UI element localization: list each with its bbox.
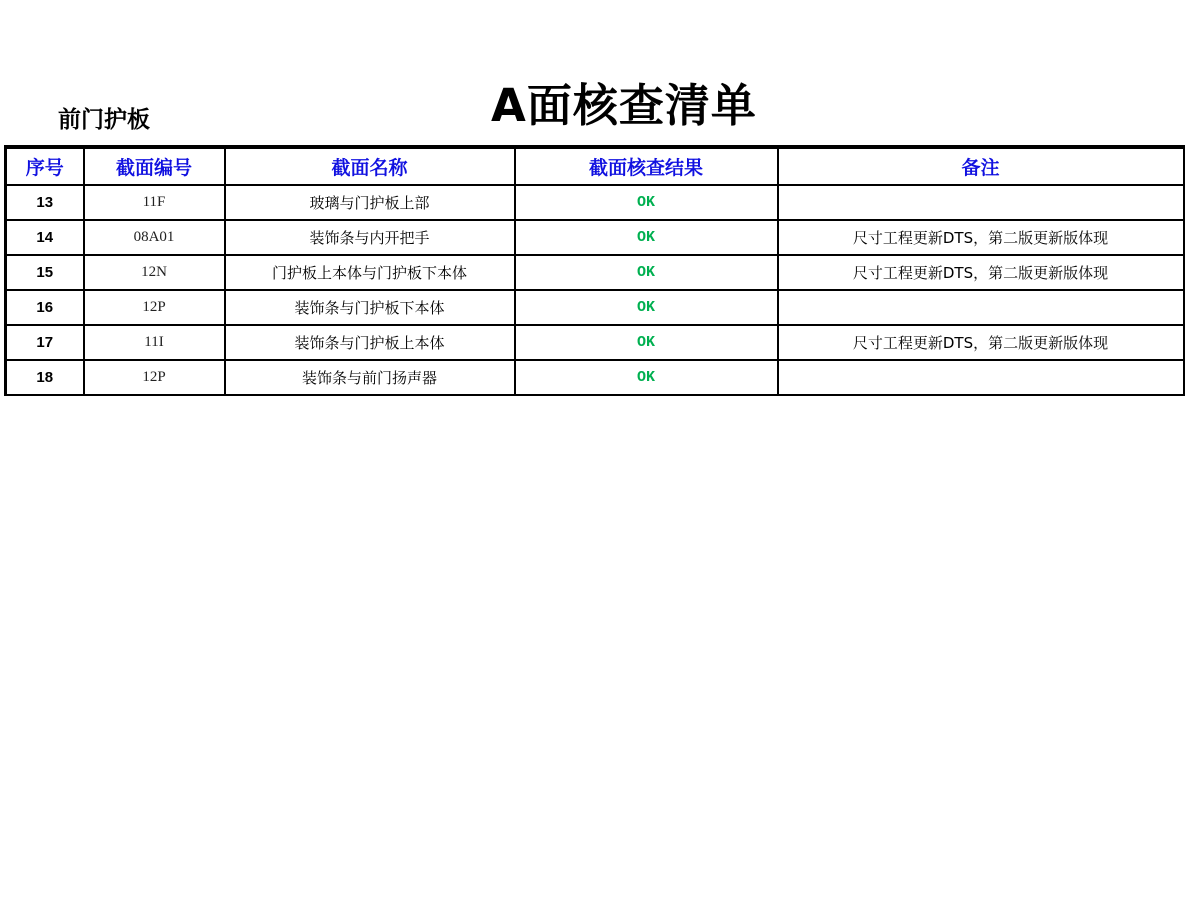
part-name-label: 前门护板: [58, 107, 150, 133]
column-header-section-code: 截面编号: [84, 147, 225, 185]
section-name-cell: 装饰条与前门扬声器: [225, 360, 515, 395]
table-header-row: [6, 147, 1184, 185]
column-header-section-name: 截面名称: [225, 147, 515, 185]
section-code-cell: 12P: [84, 290, 225, 325]
table-row: [6, 360, 1184, 395]
remarks-cell: [778, 360, 1184, 395]
table-row: [6, 255, 1184, 290]
section-name-cell: 门护板上本体与门护板下本体: [225, 255, 515, 290]
section-name-cell: 装饰条与门护板上本体: [225, 325, 515, 360]
section-code-cell: 08A01: [84, 220, 225, 255]
check-list-table: [4, 145, 1185, 396]
section-code-cell: 12P: [84, 360, 225, 395]
page-title: A面核查清单: [491, 79, 757, 132]
remarks-cell: [778, 185, 1184, 220]
section-name-cell: 装饰条与门护板下本体: [225, 290, 515, 325]
check-result-cell: OK: [515, 220, 778, 255]
seq-cell: 14: [6, 220, 84, 255]
column-header-seq: 序号: [6, 147, 84, 185]
section-code-cell: 11I: [84, 325, 225, 360]
seq-cell: 16: [6, 290, 84, 325]
seq-cell: 15: [6, 255, 84, 290]
remarks-cell: 尺寸工程更新DTS，第二版更新版体现: [778, 220, 1184, 255]
remarks-cell: 尺寸工程更新DTS，第二版更新版体现: [778, 325, 1184, 360]
column-header-check-result: 截面核查结果: [515, 147, 778, 185]
section-name-cell: 玻璃与门护板上部: [225, 185, 515, 220]
table-row: [6, 185, 1184, 220]
table-row: [6, 220, 1184, 255]
section-code-cell: 11F: [84, 185, 225, 220]
check-result-cell: OK: [515, 360, 778, 395]
section-code-cell: 12N: [84, 255, 225, 290]
section-name-cell: 装饰条与内开把手: [225, 220, 515, 255]
seq-cell: 18: [6, 360, 84, 395]
table-row: [6, 290, 1184, 325]
check-result-cell: OK: [515, 255, 778, 290]
remarks-cell: [778, 290, 1184, 325]
check-result-cell: OK: [515, 185, 778, 220]
seq-cell: 17: [6, 325, 84, 360]
check-result-cell: OK: [515, 325, 778, 360]
column-header-remarks: 备注: [778, 147, 1184, 185]
remarks-cell: 尺寸工程更新DTS，第二版更新版体现: [778, 255, 1184, 290]
check-result-cell: OK: [515, 290, 778, 325]
seq-cell: 13: [6, 185, 84, 220]
table-row: [6, 325, 1184, 360]
